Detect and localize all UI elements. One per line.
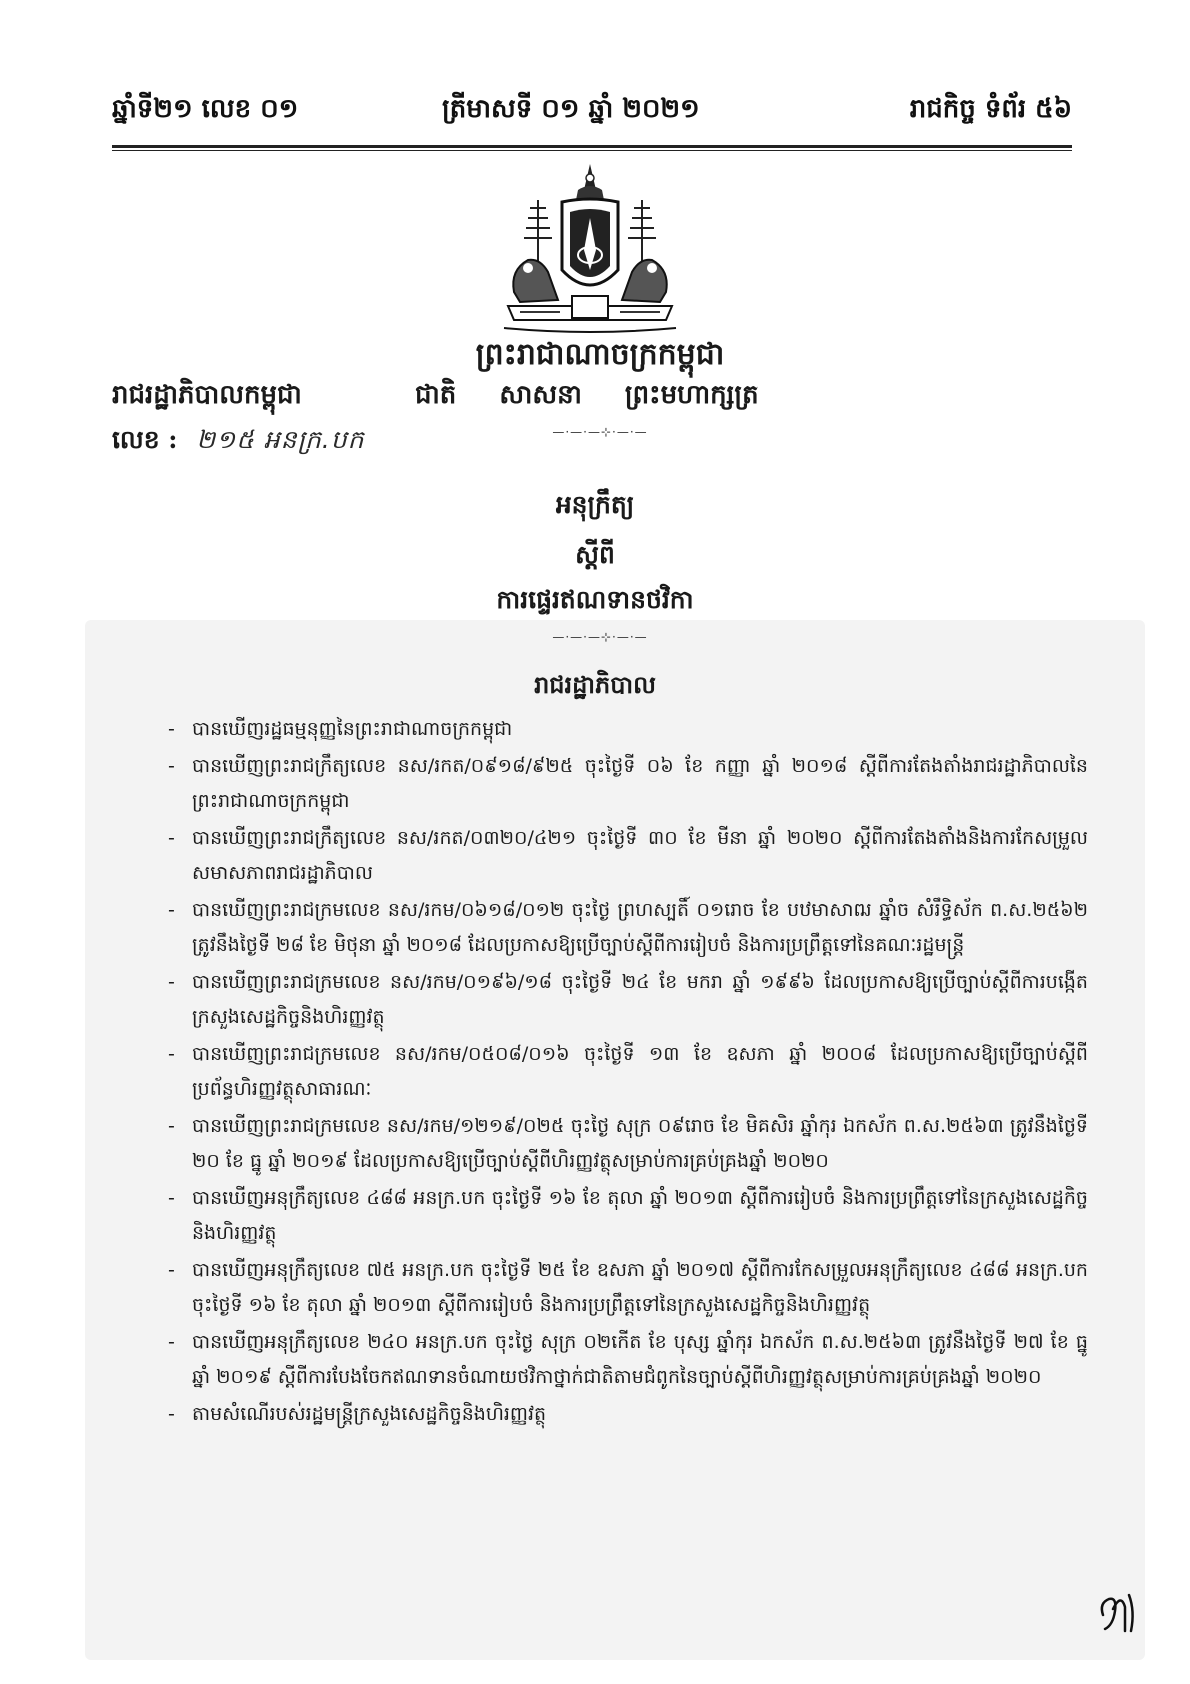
list-item: - បានឃើញព្រះរាជក្រមលេខ នស/រកម/០៥០៨/០១៦ ចុះថ្ងៃទី ១៣ ខែ ឧសភា ឆ្នាំ ២០០៨ ដែលប្រកាសឱ្យប្រើច្បាប់ស្តីពីប្រព័ន្ធហិរញ្ញវត្ថុសាធារណៈ	[168, 1037, 1088, 1107]
header-page: រាជកិច្ច ទំព័រ ៥៦	[909, 94, 1072, 124]
doc-type-title: អនុក្រឹត្យ	[555, 490, 635, 519]
list-item: - បានឃើញព្រះរាជក្រមលេខ នស/រកម/១២១៩/០២៥ ចុះថ្ងៃ សុក្រ ០៩រោច ខែ មិគសិរ ឆ្នាំកុរ ឯកស័ក ព.ស.២៥៦៣ ត្រូវនឹងថ្ងៃទី ២០ ខែ ធ្នូ ឆ្នាំ ២០១៩ ដែលប្រកាសឱ្យប្រើច្បាប់ស្តីពីហិរញ្ញវត្ថុសម្រាប់ការគ្រប់គ្រងឆ្នាំ ២០២០	[168, 1109, 1088, 1179]
decree-number-label: លេខ :	[112, 425, 178, 454]
list-item: - បានឃើញរដ្ឋធម្មនុញ្ញនៃព្រះរាជាណាចក្រកម្ពុជា	[168, 712, 1088, 747]
decree-number-handwritten: ២១៥ អនក្រ.បក	[196, 425, 365, 454]
list-item: - តាមសំណើរបស់រដ្ឋមន្ត្រីក្រសួងសេដ្ឋកិច្ចនិងហិរញ្ញវត្ថុ	[168, 1397, 1088, 1432]
kingdom-title: ព្រះរាជាណាចក្រកម្ពុជា	[475, 337, 725, 372]
header-issue: ឆ្នាំទី២១ លេខ ០១	[112, 94, 299, 124]
national-motto	[415, 378, 795, 416]
preamble-clauses	[168, 712, 1088, 1434]
royal-arms-emblem-icon	[500, 160, 680, 335]
header-rule	[112, 145, 1072, 151]
issuing-authority-heading: រាជរដ្ឋាភិបាល	[534, 670, 656, 699]
gazette-header	[112, 92, 1072, 136]
motto-religion: សាសនា	[499, 380, 582, 410]
decree-number	[112, 425, 365, 461]
motto-nation: ជាតិ	[415, 380, 457, 410]
initials-signature-icon	[1095, 1585, 1140, 1635]
list-item: - បានឃើញអនុក្រឹត្យលេខ ៧៥ អនក្រ.បក ចុះថ្ងៃទី ២៥ ខែ ឧសភា ឆ្នាំ ២០១៧ ស្តីពីការកែសម្រួលអនុក្រឹត្យលេខ ៤៨៨ អនក្រ.បក ចុះថ្ងៃទី ១៦ ខែ តុលា ឆ្នាំ ២០១៣ ស្តីពីការរៀបចំ និងការប្រព្រឹត្តទៅនៃក្រសួងសេដ្ឋកិច្ចនិងហិរញ្ញវត្ថុ	[168, 1253, 1088, 1323]
government-name: រាជរដ្ឋាភិបាលកម្ពុជា	[112, 380, 302, 410]
list-item: - បានឃើញអនុក្រឹត្យលេខ ២៤០ អនក្រ.បក ចុះថ្ងៃ សុក្រ ០២កើត ខែ បុស្ស ឆ្នាំកុរ ឯកស័ក ព.ស.២៥៦៣ ត្រូវនឹងថ្ងៃទី ២៧ ខែ ធ្នូ ឆ្នាំ ២០១៩ ស្តីពីការបែងចែកឥណទានចំណាយថវិកាថ្នាក់ជាតិតាមជំពូកនៃច្បាប់ស្តីពីហិរញ្ញវត្ថុសម្រាប់ការគ្រប់គ្រងឆ្នាំ ២០២០	[168, 1325, 1088, 1395]
doc-subject-title: ការផ្ទេរឥណទានថវិកា	[496, 585, 694, 614]
list-item: - បានឃើញព្រះរាជក្រមលេខ នស/រកម/០៦១៨/០១២ ចុះថ្ងៃ ព្រហស្បតិ៍ ០១រោច ខែ បឋមាសាឍ ឆ្នាំច សំរឹទ្ធិស័ក ព.ស.២៥៦២ ត្រូវនឹងថ្ងៃទី ២៨ ខែ មិថុនា ឆ្នាំ ២០១៨ ដែលប្រកាសឱ្យប្រើច្បាប់ស្តីពីការរៀបចំ និងការប្រព្រឹត្តទៅនៃគណៈរដ្ឋមន្ត្រី	[168, 893, 1088, 963]
list-item: - បានឃើញព្រះរាជក្រឹត្យលេខ នស/រកត/០៩១៨/៩២៥ ចុះថ្ងៃទី ០៦ ខែ កញ្ញា ឆ្នាំ ២០១៨ ស្តីពីការតែងតាំងរាជរដ្ឋាភិបាលនៃព្រះរាជាណាចក្រកម្ពុជា	[168, 749, 1088, 819]
list-item: - បានឃើញអនុក្រឹត្យលេខ ៤៨៨ អនក្រ.បក ចុះថ្ងៃទី ១៦ ខែ តុលា ឆ្នាំ ២០១៣ ស្តីពីការរៀបចំ និងការប្រព្រឹត្តទៅនៃក្រសួងសេដ្ឋកិច្ចនិងហិរញ្ញវត្ថុ	[168, 1181, 1088, 1251]
list-item: - បានឃើញព្រះរាជក្រមលេខ នស/រកម/០១៩៦/១៨ ចុះថ្ងៃទី ២៤ ខែ មករា ឆ្នាំ ១៩៩៦ ដែលប្រកាសឱ្យប្រើច្បាប់ស្តីពីការបង្កើតក្រសួងសេដ្ឋកិច្ចនិងហិរញ្ញវត្ថុ	[168, 965, 1088, 1035]
header-quarter: ត្រីមាសទី ០១ ឆ្នាំ ២០២១	[442, 94, 700, 124]
ornament-divider-icon: —·—·—⊹·—·—	[552, 630, 648, 644]
list-item: - បានឃើញព្រះរាជក្រឹត្យលេខ នស/រកត/០៣២០/៤២១ ចុះថ្ងៃទី ៣០ ខែ មីនា ឆ្នាំ ២០២០ ស្តីពីការតែងតាំងនិងការកែសម្រួលសមាសភាពរាជរដ្ឋាភិបាល	[168, 821, 1088, 891]
ornament-divider-icon: —·—·—⊹·—·—	[552, 425, 648, 439]
doc-about-label: ស្តីពី	[575, 540, 615, 569]
motto-king: ព្រះមហាក្សត្រ	[624, 380, 759, 410]
